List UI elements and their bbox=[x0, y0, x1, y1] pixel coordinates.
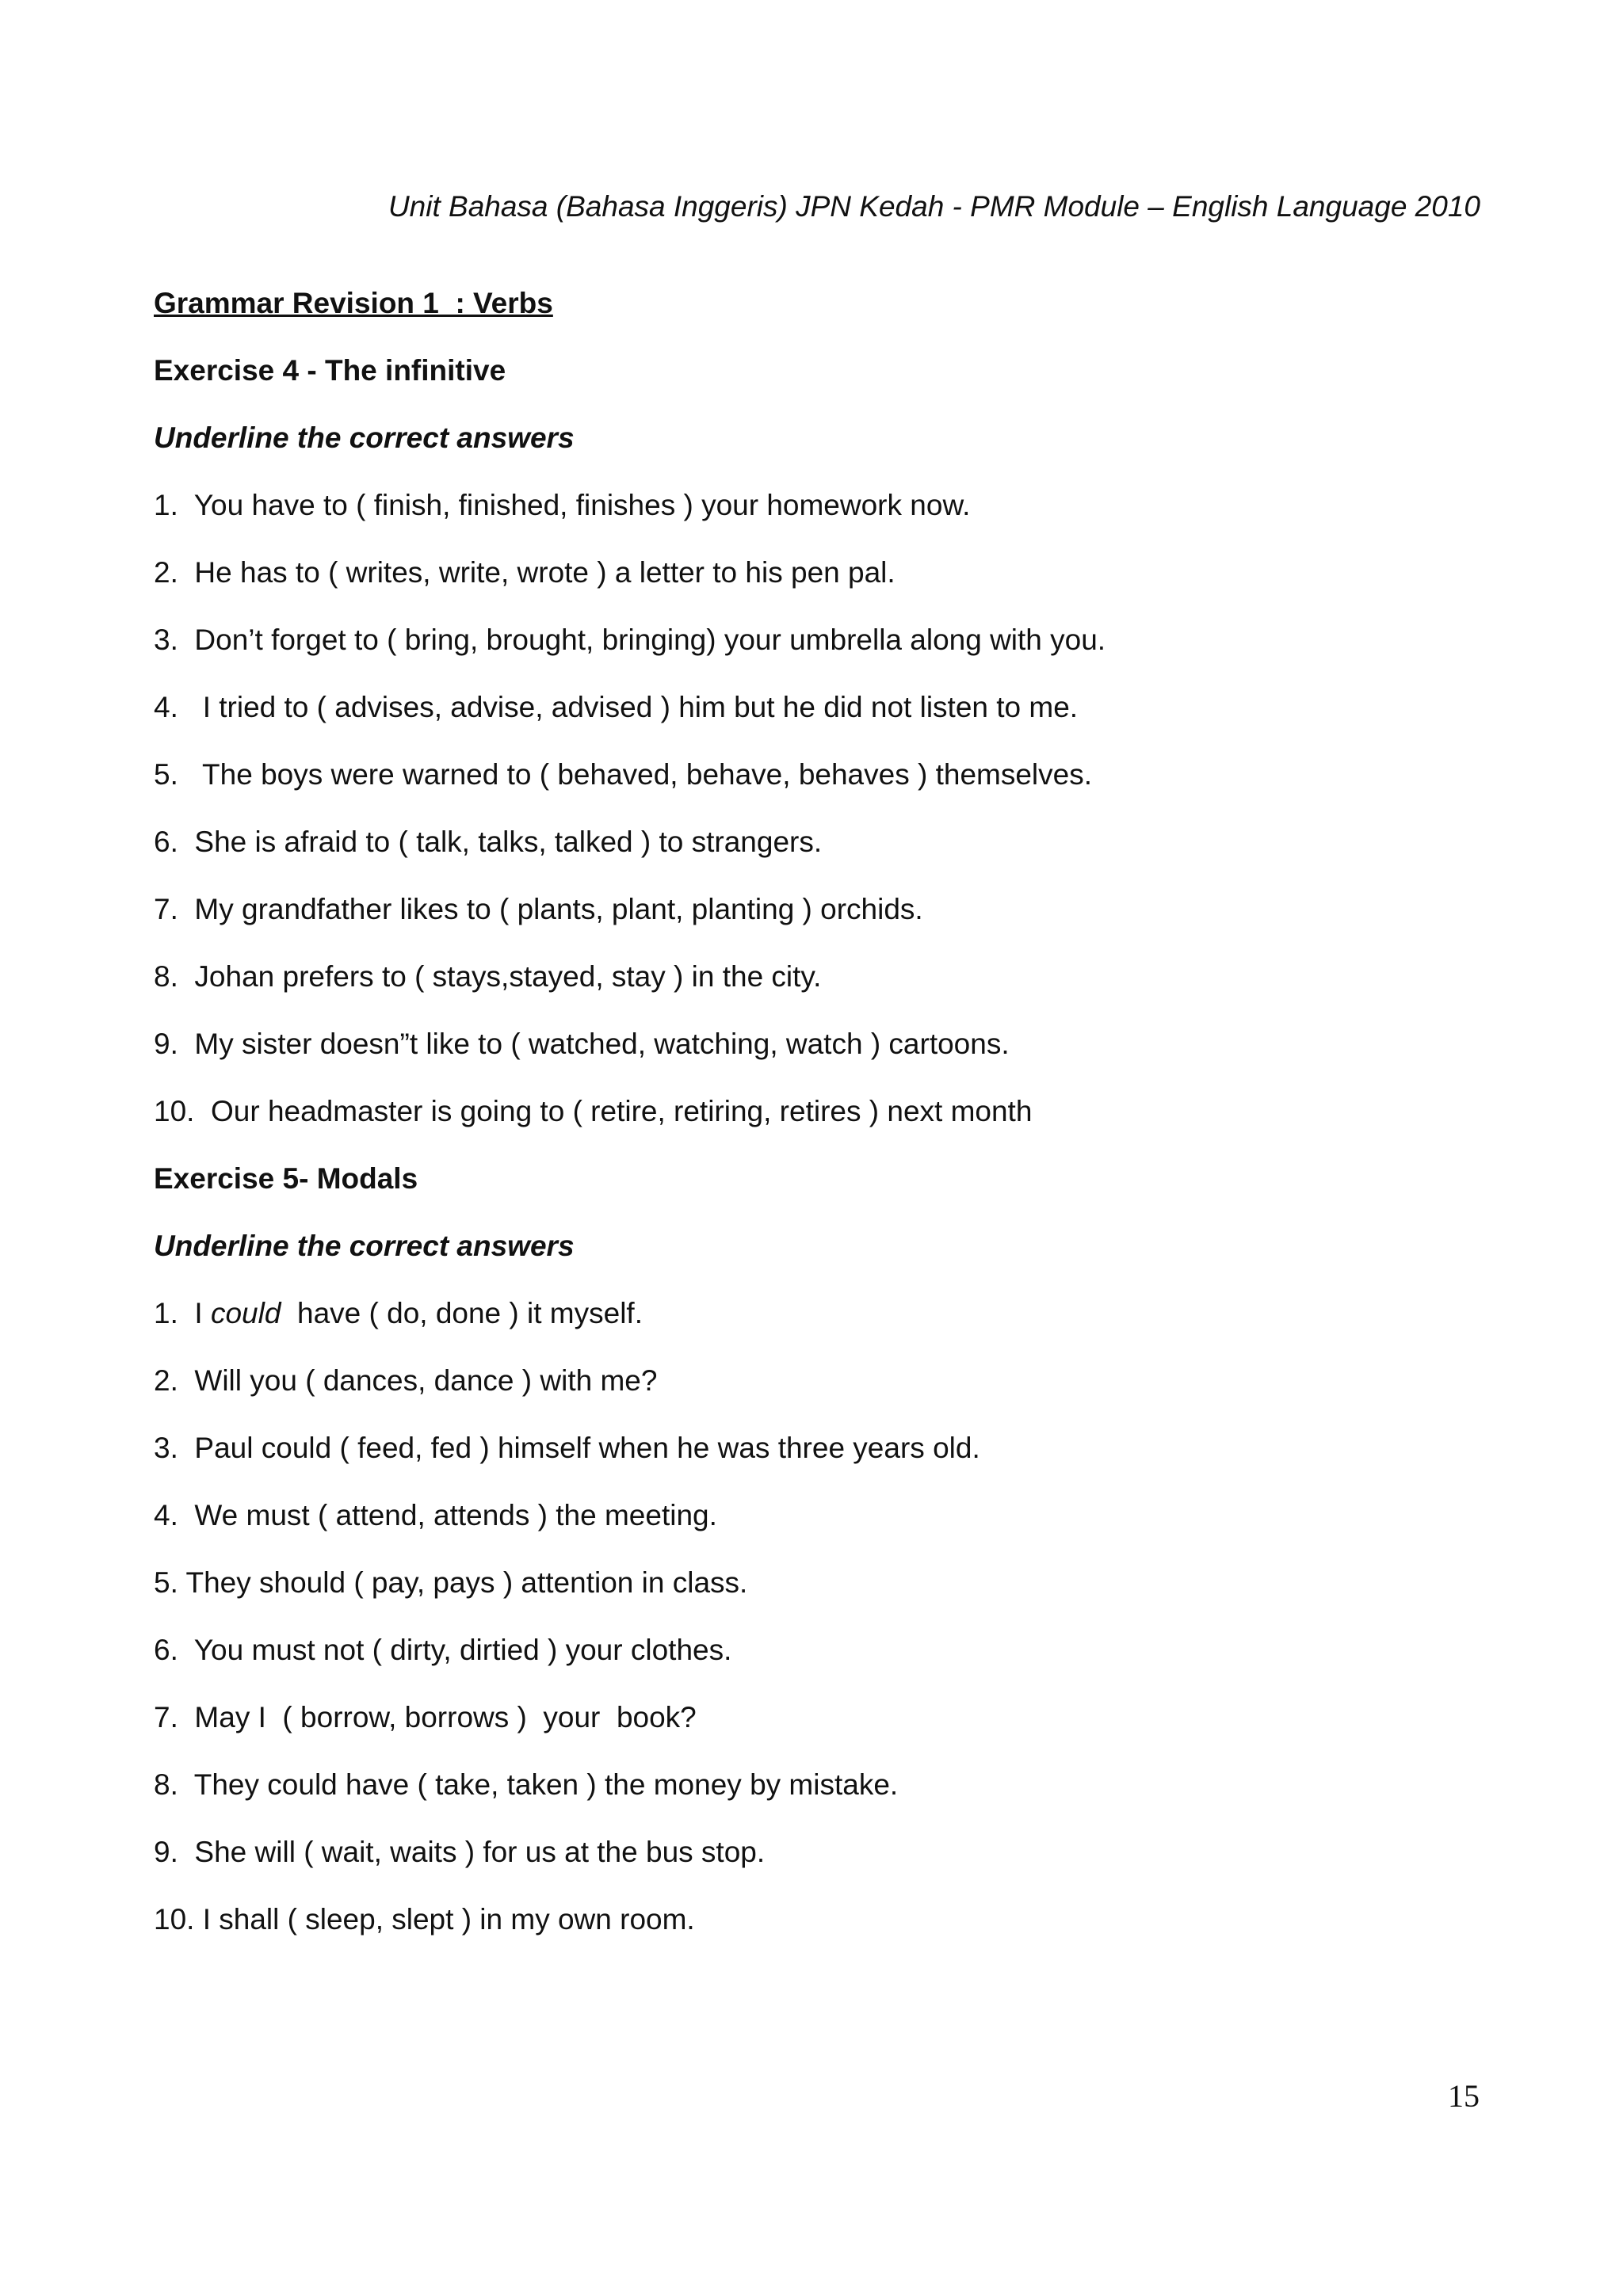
running-header: Unit Bahasa (Bahasa Inggeris) JPN Kedah - PMR Module – English Language 2010 bbox=[388, 190, 1480, 223]
exercise-5-item: 7. May I ( borrow, borrows ) your book? bbox=[154, 1701, 697, 1733]
exercise-4-instruction: Underline the correct answers bbox=[154, 421, 575, 454]
exercise-5-item-1-prefix: 1. I bbox=[154, 1297, 211, 1329]
exercise-5-item bbox=[154, 1294, 1501, 1361]
exercise-4-item: 7. My grandfather likes to ( plants, plant, planting ) orchids. bbox=[154, 893, 923, 925]
exercise-4-item: 5. The boys were warned to ( behaved, behave, behaves ) themselves. bbox=[154, 758, 1092, 791]
exercise-5-instruction: Underline the correct answers bbox=[154, 1230, 575, 1262]
page-content bbox=[154, 284, 1501, 1967]
exercise-5-item-1-italic-word: could bbox=[210, 1297, 281, 1329]
exercise-5-item: 3. Paul could ( feed, fed ) himself when he was three years old. bbox=[154, 1432, 980, 1464]
exercise-4-item: 4. I tried to ( advises, advise, advised ) him but he did not listen to me. bbox=[154, 691, 1079, 723]
exercise-5-item: 2. Will you ( dances, dance ) with me? bbox=[154, 1364, 658, 1397]
section-title: Grammar Revision 1 : Verbs bbox=[154, 287, 553, 319]
exercise-5-item: 10. I shall ( sleep, slept ) in my own room. bbox=[154, 1903, 695, 1936]
exercise-5-heading: Exercise 5- Modals bbox=[154, 1162, 418, 1195]
exercise-5-item: 8. They could have ( take, taken ) the money by mistake. bbox=[154, 1768, 899, 1801]
exercise-4-item: 3. Don’t forget to ( bring, brought, bringing) your umbrella along with you. bbox=[154, 624, 1106, 656]
page-number: 15 bbox=[1448, 2078, 1480, 2114]
exercise-4-item: 8. Johan prefers to ( stays,stayed, stay ) in the city. bbox=[154, 960, 822, 993]
exercise-5-item: 9. She will ( wait, waits ) for us at the bus stop. bbox=[154, 1836, 766, 1868]
exercise-4-item: 10. Our headmaster is going to ( retire, retiring, retires ) next month bbox=[154, 1095, 1033, 1127]
exercise-4-item: 2. He has to ( writes, write, wrote ) a letter to his pen pal. bbox=[154, 556, 896, 589]
exercise-5-item: 6. You must not ( dirty, dirtied ) your clothes. bbox=[154, 1634, 732, 1666]
exercise-5-item-1-suffix: have ( do, done ) it myself. bbox=[281, 1297, 643, 1329]
exercise-4-item: 6. She is afraid to ( talk, talks, talked ) to strangers. bbox=[154, 826, 823, 858]
exercise-4-heading: Exercise 4 - The infinitive bbox=[154, 354, 506, 387]
exercise-5-item: 5. They should ( pay, pays ) attention in class. bbox=[154, 1566, 748, 1599]
exercise-4-item: 1. You have to ( finish, finished, finishes ) your homework now. bbox=[154, 489, 971, 521]
exercise-4-item: 9. My sister doesn”t like to ( watched, watching, watch ) cartoons. bbox=[154, 1028, 1010, 1060]
exercise-5-item: 4. We must ( attend, attends ) the meeting. bbox=[154, 1499, 717, 1531]
